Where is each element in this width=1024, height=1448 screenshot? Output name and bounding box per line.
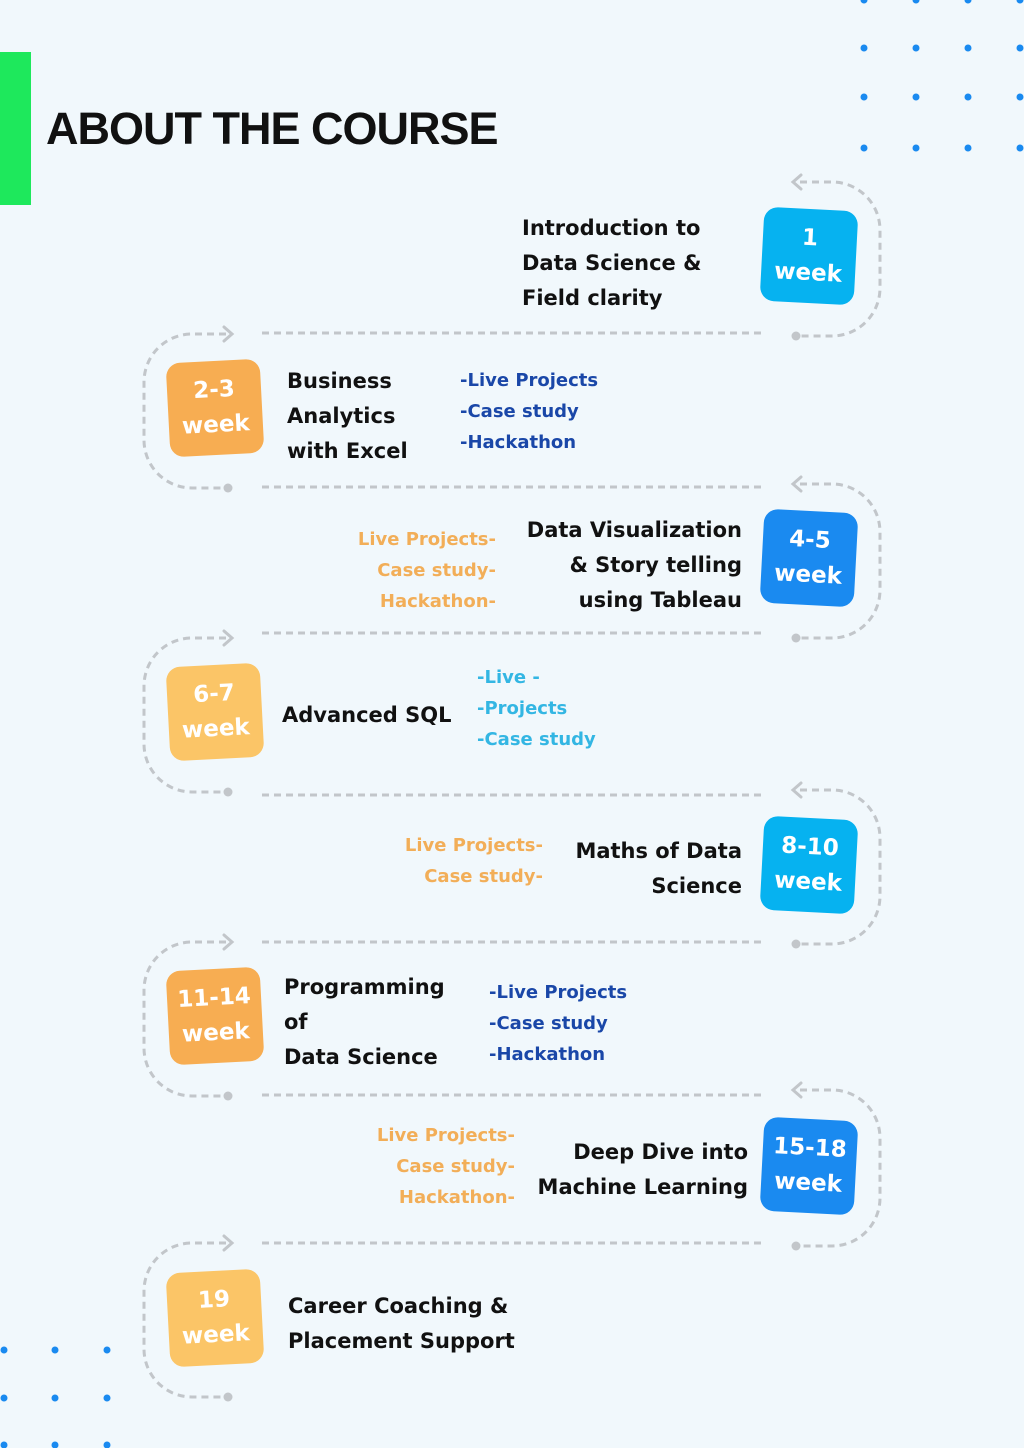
module-title-line: Science: [651, 874, 742, 898]
week-number: 1: [801, 224, 819, 252]
tag-item: -Projects: [477, 698, 568, 719]
module-title-line: of: [284, 1010, 308, 1034]
module-title: [538, 1135, 748, 1205]
module-title-line: Programming: [284, 975, 445, 999]
tag-item: -Hackathon: [460, 432, 577, 453]
module-title-line: Maths of Data: [575, 839, 742, 863]
week-number: 11-14: [176, 983, 252, 1013]
week-number: 19: [197, 1286, 231, 1314]
tag-item: -Live -: [477, 667, 540, 688]
module-title: [522, 211, 701, 316]
tag-item: -Hackathon: [489, 1044, 606, 1065]
tag-item: Live Projects-: [357, 529, 496, 550]
tag-item: -Live Projects: [489, 982, 628, 1003]
module-title-line: Placement Support: [288, 1329, 515, 1353]
week-badge: [166, 1269, 265, 1368]
week-label: week: [181, 1018, 251, 1048]
dot-grid-bottom-left: [1, 1347, 111, 1448]
week-badge: [760, 207, 859, 306]
module-tags: [405, 830, 543, 892]
week-badge: [760, 1117, 859, 1216]
module-title-line: Field clarity: [522, 286, 663, 310]
module-title: [527, 513, 742, 618]
page-title: ABOUT THE COURSE: [46, 103, 498, 154]
module-title: [284, 970, 445, 1075]
week-badge: [166, 967, 265, 1066]
module-title: [287, 364, 408, 469]
tag-item: -Case study: [489, 1013, 608, 1034]
module-title-line: Introduction to: [522, 216, 701, 240]
module-title-line: Data Science &: [522, 251, 702, 275]
module-title-line: Deep Dive into: [573, 1140, 748, 1164]
week-badge: [166, 359, 265, 458]
module-title-line: Analytics: [287, 404, 396, 428]
week-number: 8-10: [780, 832, 840, 862]
module-title: [288, 1289, 515, 1359]
week-label: week: [773, 1168, 843, 1198]
week-number: 2-3: [192, 375, 236, 405]
dot-grid-top-right: [861, 0, 1024, 152]
week-label: week: [181, 714, 251, 744]
tag-item: -Live Projects: [460, 370, 599, 391]
module-tags: [489, 977, 627, 1070]
module-title-line: Business: [287, 369, 392, 393]
week-badge: [760, 816, 859, 915]
week-number: 6-7: [192, 679, 236, 709]
tag-item: Hackathon-: [379, 591, 496, 612]
week-number: 15-18: [772, 1133, 848, 1163]
tag-item: -Case study: [477, 729, 596, 750]
week-label: week: [773, 258, 843, 288]
module-tags: [460, 365, 598, 458]
module-tags: [477, 662, 596, 755]
week-label: week: [773, 560, 843, 590]
module-title-line: using Tableau: [578, 588, 742, 612]
week-label: week: [773, 867, 843, 897]
tag-item: Hackathon-: [398, 1187, 515, 1208]
module-title-line: Career Coaching &: [288, 1294, 509, 1318]
tag-item: Live Projects-: [404, 835, 543, 856]
tag-item: Live Projects-: [376, 1125, 515, 1146]
module-title-line: & Story telling: [569, 553, 742, 577]
week-badge: [760, 509, 859, 608]
module-tags: [377, 1120, 515, 1213]
module-title: [575, 834, 742, 904]
module-tags: [358, 524, 496, 617]
tag-item: Case study-: [396, 1156, 515, 1177]
week-label: week: [181, 410, 251, 440]
module-title-line: Machine Learning: [537, 1175, 748, 1199]
week-badge: [166, 663, 265, 762]
module-title-line: Data Science: [284, 1045, 438, 1069]
tag-item: -Case study: [460, 401, 579, 422]
tag-item: Case study-: [377, 560, 496, 581]
module-title-line: with Excel: [287, 439, 408, 463]
module-title-line: Data Visualization: [526, 518, 742, 542]
module-title: [282, 698, 452, 733]
week-number: 4-5: [788, 525, 832, 555]
tag-item: Case study-: [424, 866, 543, 887]
week-label: week: [181, 1320, 251, 1350]
module-title-line: Advanced SQL: [282, 703, 452, 727]
